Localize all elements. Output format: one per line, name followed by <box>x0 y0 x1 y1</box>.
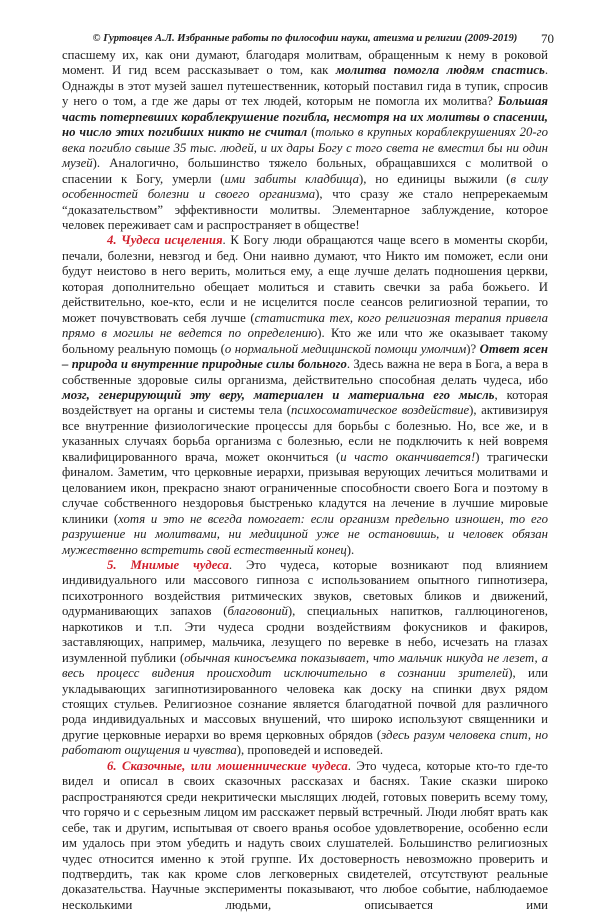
italic-text-run: ими забиты кладбища <box>224 171 359 186</box>
paragraph <box>62 759 548 913</box>
bold-italic-emphasis: Ответ ясен – природа и внутренние природные силы больного <box>62 341 549 372</box>
text-run: спасшему их, как они думают, благодаря молитвам, обращенным к нему в роковой момент. И гид всем рассказывает о том, как <box>62 48 548 78</box>
section-heading: 5. Мнимые чудеса <box>107 557 229 572</box>
bold-italic-emphasis: молитва помогла людям спастись <box>335 63 545 78</box>
text-run: ), но единицы выжили ( <box>358 171 511 186</box>
body-text <box>62 48 548 913</box>
text-run: . К Богу люди обращаются чаще всего в моменты скорби, печали, болезни, невзгод и бед. Они наивно думают, что Никто им поможет, если они будут неистово в него верить, молиться ему, а еще лучше делать подношения церкви, которая дополнительно обещает молиться и ставить свечки за раба божьего. И действительно, кое-кто, если и не исцелится после сеансов религиозной терапии, то может почувствовать себя лучше ( <box>62 233 548 325</box>
page-number: 70 <box>541 31 554 46</box>
text-run: . Однажды в этот музей зашел путешественник, который поставил гида в тупик, спросив у него о том, а где же дары от тех людей, которым не помогла их молитва? <box>62 63 548 109</box>
italic-text-run: статистика тех, кого религиозная терапия привела прямо в могилы не ведется по определению <box>62 310 549 341</box>
text-run: ). <box>346 542 355 557</box>
paragraph <box>62 233 548 558</box>
text-run: ), активизируя все внутренние физиологические процессы для борьбы с болезнью. Но, все же, и в указанных случаях борьба организма с болезнью, если не подключить к ней вовремя квалифицированного врача, может окончиться ( <box>62 403 548 464</box>
italic-text-run: обычная киносъемка показывает, что мальчик никуда не лезет, а весь процесс видения происходит исключительно в сознании зрителей <box>62 650 548 681</box>
bold-italic-emphasis: мозг, генерирующий эту веру, материален и материальна его мысль <box>62 387 495 402</box>
text-run: )? <box>466 341 480 356</box>
text-run: , которая воздействует на органы и системы тела ( <box>62 387 548 418</box>
text-run: . Это чудеса, которые возникают под влиянием индивидуального или массового гипноза с использованием опытного гипнотизера, психотронного воздействия ритмических звуков, световых бликов и движений, одурманивающих запахов ( <box>62 557 548 619</box>
italic-text-run: здесь разум человека спит, но работают ощущения и чувства <box>62 727 549 758</box>
text-run: ( <box>307 125 316 140</box>
text-run: ), специальных напитков, галлюциногенов, наркотиков и т.п. Эти чудеса сродни воздействиям фокусников и факиров, заставляющих, например, мальчика, лезущего по веревке в небо, исчезать на глазах изумленной публики ( <box>62 604 548 665</box>
section-heading: 6. Сказочные, или мошеннические чудеса <box>107 758 348 773</box>
italic-text-run: благовоний <box>227 604 288 619</box>
paragraph <box>62 48 548 233</box>
paragraph <box>62 558 548 759</box>
text-run: ), что сразу же стало непререкаемым “доказательством” эффективности молитвы. Элементарное заблуждение, которое человек переживает сам и распространяет в обществе! <box>62 187 548 232</box>
text-run: . Это чудеса, которые кто-то где-то видел и описал в своих сказочных рассказах и баснях. Такие сказки широко распространяются среди некритически мыслящих людей, готовых поверить всему тому, что горячо и с серьезным лицом им расскажет первый встречный. Люди любят врать как себе, так и другим, испытывая от своего вранья особое удовлетворение, особенно если им удалось при этом убедить и надуть своих слушателей. Большинство религиозных чудес относится именно к этой группе. Их достоверность невозможно проверить и подтвердить, так как кроме слов легковерных свидетелей, отсутствуют реальные доказательства. Научные эксперименты показывают, что любое событие, наблюдаемое несколькими людьми, описывается ими <box>62 758 548 912</box>
italic-text-run: и часто оканчивается! <box>340 449 476 464</box>
italic-text-run: о нормальной медицинской помощи умолчим <box>224 341 467 356</box>
text-run: ). Аналогично, большинство тяжело больных, обращавшихся с молитвой о спасении к Богу, умерли ( <box>62 156 548 186</box>
text-run: ), или укладывающих загипнотизированного человека как доску на спинки двух рядом стоящих стульев. Религиозное сознание является благодатной почвой для различного рода индивидуальных и массовых внушений, что широко используют священники и другие церковные иерархи во время церковных обрядов ( <box>62 666 548 742</box>
text-run: ). Кто же или что же оказывает такому больному реальную помощь ( <box>62 326 549 356</box>
text-run: ), проповедей и исповедей. <box>236 743 384 758</box>
italic-text-run: в силу особенностей болезни и своего организма <box>62 171 548 202</box>
italic-text-run: только в крупных кораблекрушениях 20-го века погибло свыше 35 тыс. людей, и их дары Богу с того света не вместил бы ни один музей <box>62 125 548 171</box>
bold-italic-emphasis: Большая часть потерпевших кораблекрушение погибла, несмотря на их молитвы о спасении, но число этих погибших никто не считал <box>62 94 548 140</box>
italic-text-run: хотя и это не всегда помогает: если организм предельно изношен, то его разрушение ни молитвами, ни медициной уже не остановишь, и человек обязан мужественно встретить свой естественный конец <box>62 511 548 557</box>
text-run: ) трагически финалом. Заметим, что церковные иерархи, призывая верующих лечиться молитвами и целованием икон, прекрасно знают ограниченные способности своего Бога и поэтому в случае собственного нездоровья быстренько кладутся на лечение в лучшие мировые клиники ( <box>62 449 548 526</box>
running-header: © Гуртовцев А.Л. Избранные работы по философии науки, атеизма и религии (2009-2019) <box>92 33 518 44</box>
section-heading: 4. Чудеса исцеления <box>107 233 223 248</box>
italic-text-run: психосоматическое воздействие <box>291 403 470 418</box>
text-run: . Здесь важна не вера в Бога, а вера в собственные здоровые силы организма, действительно способная делать чудеса, ибо <box>62 357 548 387</box>
